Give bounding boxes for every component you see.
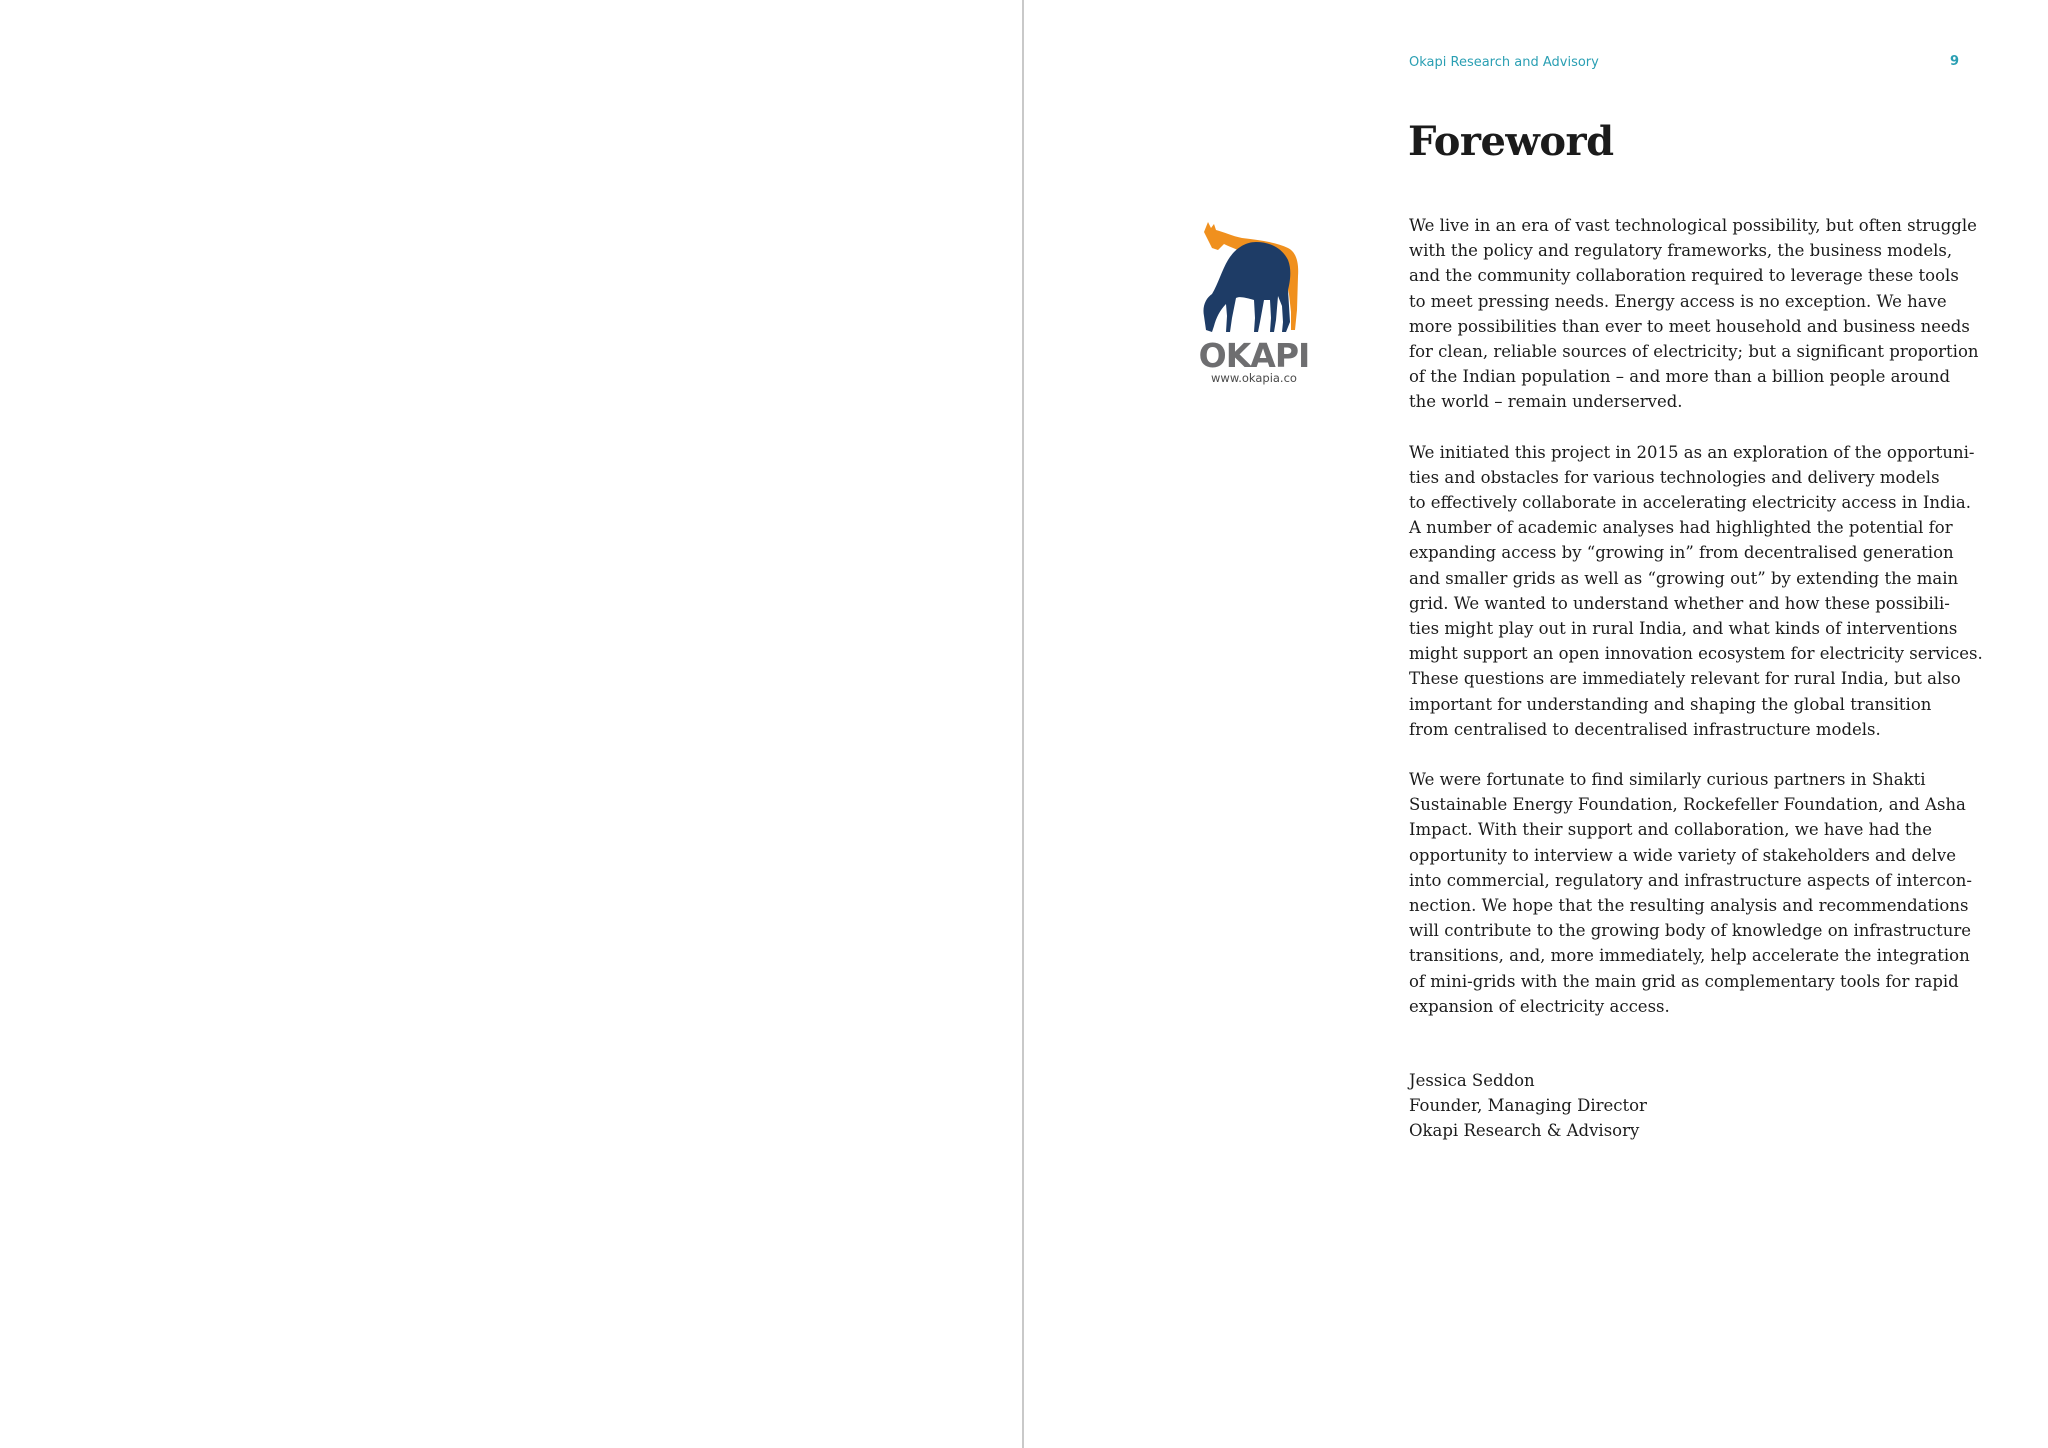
text-line: from centralised to decentralised infrastructure models. [1409, 719, 1881, 739]
foreword-paragraph [1409, 213, 1979, 415]
text-line: grid. We wanted to understand whether and how these possibili- [1409, 593, 1950, 613]
logo-wordmark: OKAPI [1198, 336, 1310, 375]
text-line: A number of academic analyses had highlighted the potential for [1409, 518, 1953, 538]
signature-name: Jessica Seddon [1409, 1071, 1535, 1090]
text-line: of mini-grids with the main grid as complementary tools for rapid [1409, 971, 1959, 991]
text-line: with the policy and regulatory frameworks, the business models, [1409, 241, 1953, 261]
signature-organization: Okapi Research & Advisory [1409, 1121, 1640, 1141]
text-line: ties and obstacles for various technologies and delivery models [1409, 467, 1940, 487]
text-line: might support an open innovation ecosystem for electricity services. [1409, 644, 1983, 664]
text-line: for clean, reliable sources of electricity; but a significant proportion [1409, 342, 1979, 362]
text-line: opportunity to interview a wide variety of stakeholders and delve [1409, 845, 1957, 865]
foreword-body [1409, 213, 1983, 1044]
text-line: Sustainable Energy Foundation, Rockefeller Foundation, and Asha [1409, 795, 1966, 815]
text-line: ties might play out in rural India, and what kinds of interventions [1409, 619, 1958, 639]
text-line: We were fortunate to find similarly curious partners in Shakti [1409, 770, 1926, 790]
text-line: to meet pressing needs. Energy access is no exception. We have [1409, 291, 1947, 311]
text-line: Impact. With their support and collaboration, we have had the [1409, 820, 1932, 840]
text-line: of the Indian population – and more than a billion people around [1409, 367, 1951, 387]
foreword-paragraph [1409, 767, 1971, 1019]
logo-website: www.okapia.co [1211, 371, 1297, 385]
page-title: Foreword [1408, 118, 1614, 165]
page-number: 9 [1950, 54, 1960, 69]
text-line: into commercial, regulatory and infrastructure aspects of intercon- [1409, 870, 1973, 890]
okapi-logo [1198, 218, 1310, 390]
foreword-paragraph [1409, 440, 1983, 742]
text-line: important for understanding and shaping the global transition [1409, 694, 1932, 714]
text-line: We live in an era of vast technological possibility, but often struggle [1409, 216, 1977, 235]
okapi-animals-icon [1198, 218, 1310, 336]
text-line: the world – remain underserved. [1409, 392, 1683, 412]
signature-block [1409, 1068, 1647, 1144]
text-line: more possibilities than ever to meet household and business needs [1409, 316, 1970, 336]
text-line: will contribute to the growing body of knowledge on infrastructure [1409, 921, 1971, 941]
text-line: We initiated this project in 2015 as an exploration of the opportuni- [1409, 442, 1975, 462]
text-line: expansion of electricity access. [1409, 996, 1670, 1016]
text-line: and smaller grids as well as “growing out” by extending the main [1409, 568, 1959, 588]
text-line: These questions are immediately relevant for rural India, but also [1409, 669, 1961, 689]
text-line: expanding access by “growing in” from decentralised generation [1409, 543, 1954, 563]
running-header: Okapi Research and Advisory [1409, 55, 1599, 70]
text-line: to effectively collaborate in accelerating electricity access in India. [1409, 493, 1971, 513]
text-line: transitions, and, more immediately, help accelerate the integration [1409, 946, 1970, 966]
text-line: and the community collaboration required to leverage these tools [1409, 266, 1959, 286]
signature-role: Founder, Managing Director [1409, 1096, 1647, 1116]
text-line: nection. We hope that the resulting analysis and recommendations [1409, 896, 1969, 916]
logo-navy-okapi [1203, 242, 1290, 332]
page-gutter-divider [1022, 0, 1024, 1448]
